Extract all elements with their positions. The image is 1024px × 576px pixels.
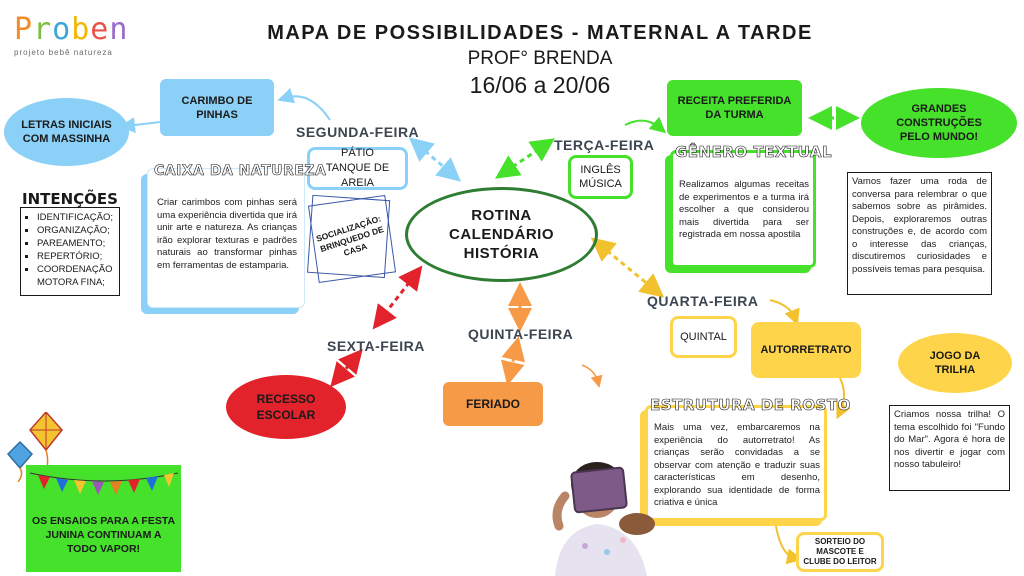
teacher-name: PROF° BRENDA [467,48,613,69]
location-tuesday [568,155,633,199]
activity-letras-iniciais: LETRAS INICIAIS COM MASSINHA [4,98,129,166]
panel-text-estrutura-de-rosto: Mais uma vez, embarcaremos na experiência do autorretrato! As crianças serão convidadas a se observar com atenção e traduzir suas características em desenho, explorando sua identidade de forma criativa e única [654,422,820,508]
thursday-feriado: FERIADO [443,382,543,426]
week-dates: 16/06 a 20/06 [469,72,611,98]
activity-autorretrato: AUTORRETRATO [751,322,861,378]
page-title: MAPA DE POSSIBILIDADES - MATERNAL A TARDE [267,22,813,44]
panel-title-estrutura-de-rosto: ESTRUTURA DE ROSTO [650,396,851,414]
panel-title-genero-textual: GÊNERO TEXTUAL [675,143,833,161]
activity-grandes-construcoes: GRANDES CONSTRUÇÕES PELO MUNDO! [861,88,1017,158]
activity-receita-preferida: RECEITA PREFERIDA DA TURMA [667,80,802,136]
panel-caixa-natureza [147,163,327,308]
friday-recesso: RECESSO ESCOLAR [226,375,346,439]
socializacao-text: SOCIALIZAÇÃO: BRINQUEDO DE CASA [314,212,385,258]
day-label-wednesday: QUARTA-FEIRA [647,293,759,309]
panel-text-jogo-da-trilha: Criamos nossa trilha! O tema escolhido foi "Fundo do Mar". Agora é hora de nos divertir e jogar com nosso tabuleiro! [894,409,1005,470]
panel-text-grandes-construcoes: Vamos fazer uma roda de conversa para relembrar o que sabemos sobre as pirâmides. Depois, exploraremos outras construções e, de acordo com o interesse das crianças, discutiremos curiosidades e possíveis temas para pesquisa. [852,176,987,275]
intencao-item: ▪ COORDENAÇÃO MOTORA FINA; [37,263,117,289]
intencao-item: ▪ ORGANIZAÇÃO; [37,224,117,237]
hub-line-calendario: CALENDÁRIO [449,226,554,243]
panel-text-caixa-natureza: Criar carimbos com pinhas será uma experiência divertida que irá unir arte e natureza. As crianças irão explorar texturas e padrões naturais ao transformar pinhas em ferramentas de estamparia. [157,197,297,271]
location-tanque: TANQUE DE AREIA [325,162,390,189]
routine-hub [405,187,598,282]
panel-title-caixa-natureza: CAIXA DA NATUREZA [154,163,327,179]
activity-jogo-da-trilha: JOGO DA TRILHA [898,333,1012,393]
hub-line-historia: HISTÓRIA [463,245,540,262]
intencao-item: ▪ PAREAMENTO; [37,237,117,250]
panel-genero-textual [670,143,833,268]
logo-tagline: projeto bebê natureza [14,48,113,57]
panel-jogo-da-trilha [889,405,1010,491]
activity-carimbo-de-pinhas: CARIMBO DE PINHAS [160,79,274,136]
day-label-thursday: QUINTA-FEIRA [468,326,574,342]
location-quintal: QUINTAL [670,316,737,358]
bunting-flags-icon [26,467,181,497]
child-photo [545,440,660,576]
intencoes-list [20,207,120,296]
location-patio: PÁTIO [340,147,374,159]
festa-junina-text: OS ENSAIOS PARA A FESTA JUNINA CONTINUAM A TODO VAPOR! [31,515,176,555]
logo-wordmark: Proben [14,12,129,47]
day-label-tuesday: TERÇA-FEIRA [554,137,655,153]
panel-estrutura-de-rosto [645,396,851,521]
intencao-item: ▪ REPERTÓRIO; [37,250,117,263]
intencao-item: ▪ IDENTIFICAÇÃO; [37,211,117,224]
festa-junina-card [26,465,181,572]
socializacao-card [308,195,396,283]
hub-line-rotina: ROTINA [471,207,532,224]
panel-text-genero-textual: Realizamos algumas receitas de experimentos e a turma irá escolher a que considerou mais divertida para ser registrada em nossa apostila [679,179,809,240]
day-label-friday: SEXTA-FEIRA [327,338,425,354]
location-musica: MÚSICA [579,178,622,190]
intencoes-title: INTENÇÕES [22,190,118,208]
activity-sorteio-mascote: SORTEIO DO MASCOTE E CLUBE DO LEITOR [796,532,884,572]
day-label-monday: SEGUNDA-FEIRA [296,124,420,140]
location-ingles: INGLÊS [580,164,621,176]
panel-grandes-construcoes [847,172,992,295]
